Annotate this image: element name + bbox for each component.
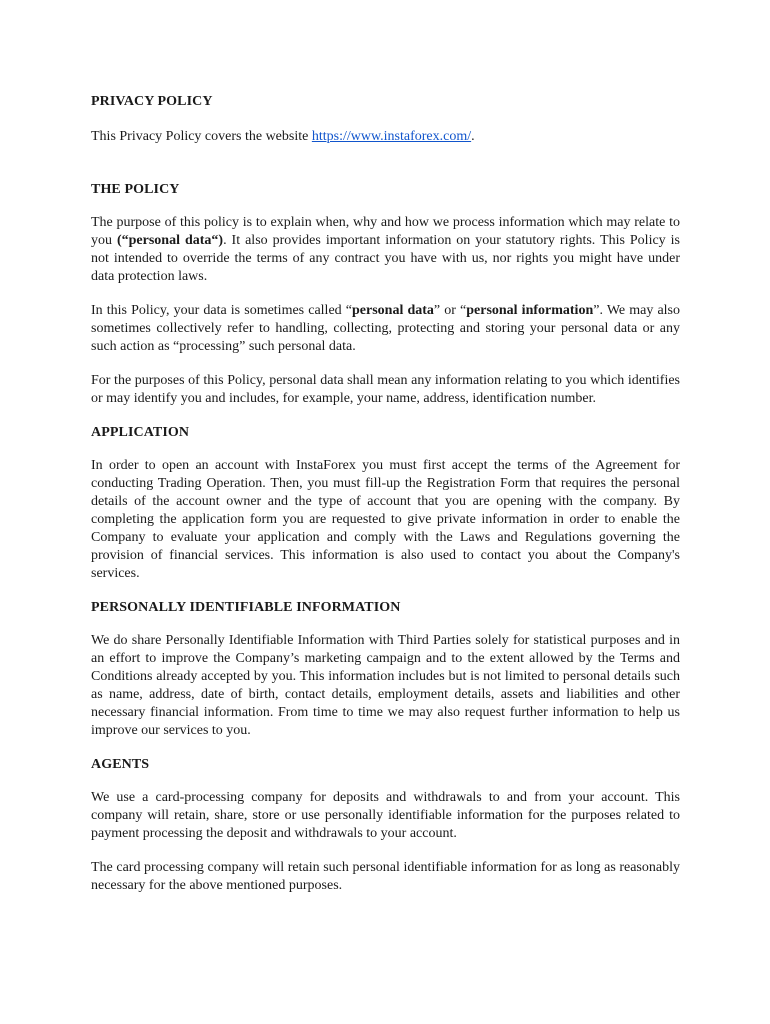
heading-pii: PERSONALLY IDENTIFIABLE INFORMATION [91,600,401,615]
document-title: PRIVACY POLICY [91,94,213,109]
heading-application: APPLICATION [91,425,190,440]
pii-paragraph: We do share Personally Identifiable Information with Third Parties solely for statistical purposes and in an effort to improve the Company’s marketing campaign and to the extent allowed by the Terms and Conditions already accepted by you. This information includes but is not limited to personal details such as name, address, date of birth, contact details, employment details, assets and liabilities and other necessary financial information. From time to time we may also request further information to help us improve our services to you. [91,633,680,738]
policy-p1-text-cont: . It also provides important information on your statutory rights. This Policy is not intended to override the terms of any contract you have with us, nor rights you might have under data protection laws. [91,233,680,284]
policy-p2-text-end: ”. We may also sometimes collectively refer to handling, collecting, protecting and storing your personal data or any such action as “processing” such personal data. [91,303,681,354]
policy-p2-text: In this Policy, your data is sometimes called “ [91,303,352,318]
personal-data-term: (“personal data“) [116,233,224,248]
application-paragraph: In order to open an account with InstaForex you must first accept the terms of the Agreement for conducting Trading Operation. Then, you must fill-up the Registration Form that requires the personal details of the account owner and the type of account that you are opening with the company. By completing the application form you are requested to give private information in order to enable the Company to evaluate your application and comply with the Laws and Regulations governing the provision of financial services. This information is also used to contact you about the Company's services. [91,458,680,581]
agents-paragraph-2: The card processing company will retain such personal identifiable information for as long as reasonably necessary for the above mentioned purposes. [91,860,680,893]
policy-paragraph-1 [91,214,680,286]
policy-paragraph-3: For the purposes of this Policy, personal data shall mean any information relating to you which identifies or may identify you and includes, for example, your name, address, identification number. [91,373,680,406]
policy-paragraph-2 [91,302,680,356]
personal-data-bold: personal data [352,303,434,318]
heading-the-policy: THE POLICY [91,182,180,197]
intro-suffix: . [471,129,475,144]
heading-agents: AGENTS [91,757,150,772]
intro-text: This Privacy Policy covers the website [91,129,312,144]
policy-p2-text-mid: ” or “ [433,303,467,318]
personal-information-bold: personal information [466,303,594,318]
agents-paragraph-1: We use a card-processing company for deposits and withdrawals to and from your account. This company will retain, share, store or use personally identifiable information for the purposes related to payment processing the deposit and withdrawals to your account. [91,790,680,841]
website-link[interactable]: https://www.instaforex.com/ [311,129,472,144]
intro-paragraph [91,128,680,146]
policy-p1-text: The purpose of this policy is to explain when, why and how we process information which may relate to you [91,215,680,248]
